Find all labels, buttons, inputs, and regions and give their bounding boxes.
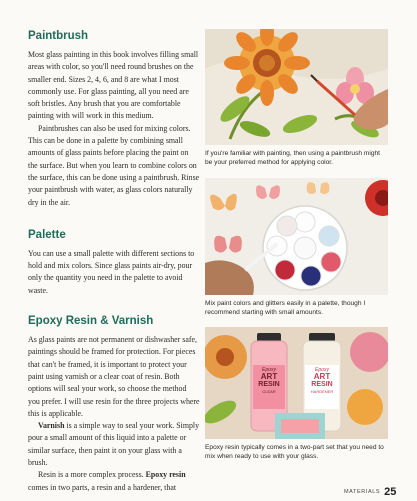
bottle-left-sub: CLEAR (262, 389, 276, 394)
heading-epoxy-resin-varnish: Epoxy Resin & Varnish (28, 315, 154, 328)
photo-epoxy-illustration (205, 327, 388, 439)
paragraph-varnish (28, 420, 200, 469)
footer-section-label: MATERIALS (344, 488, 381, 495)
resin-text-b: comes in two parts, a resin and a hardener, that (28, 482, 177, 492)
bottle-left-resin: RESIN (258, 381, 280, 388)
bottle-right-art: ART (313, 372, 331, 381)
resin-text-a: Resin is a more complex process. (38, 470, 146, 480)
bottle-label-hardener (305, 367, 339, 394)
bottle-left-brand: Epoxy (262, 367, 276, 373)
varnish-text: is a simple way to seal your work. Simply pour a small amount of this liquid into a palette or similar surface, then paint it on your glass with a brush. (28, 421, 200, 468)
photo-palette-illustration (205, 178, 388, 295)
photo-paintbrush-illustration (205, 29, 388, 145)
heading-paintbrush: Paintbrush (28, 30, 89, 42)
caption-photo-paintbrush: If you're familiar with painting, then using a paintbrush might be your preferred method for applying color. (205, 150, 380, 166)
paragraph-paintbrush-1: Most glass painting in this book involves filling small areas with color, so you'll need round brushes on the smaller end. Sizes 2, 4, 6, and 8 are what I most commonly use. For glass painting, all you need are soft bristles. Any brush that you are comfortable painting with will work in this medium. (28, 50, 199, 121)
page-number: 25 (384, 485, 397, 498)
caption-photo-palette: Mix paint colors and glitters easily in a palette, though I recommend starting with small amounts. (205, 300, 366, 316)
bottle-right-brand: Epoxy (315, 367, 329, 373)
bottle-label-clear (253, 367, 285, 394)
caption-photo-epoxy: Epoxy resin typically comes in a two-part set that you need to mix when ready to use with your glass. (205, 444, 384, 460)
photo-palette (205, 178, 388, 295)
term-epoxy-resin: Epoxy resin (145, 470, 186, 480)
photo-epoxy-resin (205, 327, 388, 439)
heading-palette: Palette (28, 228, 66, 241)
term-varnish: Varnish (38, 421, 65, 431)
text-column (28, 29, 200, 494)
paragraph-palette-1: You can use a small palette with different sections to hold and mix colors. Since glass paints air-dry, pour only the quantity you need in the palette to avoid waste. (28, 248, 195, 295)
paragraph-paintbrush-2: Paintbrushes can also be used for mixing colors. This can be done in a palette by combining small amounts of glass paints before placing the paint on the surface. But when you learn to combine colors on the surface, this can be done using a paintbrush. Rinse your paintbrush with water, as glass colors naturally dry in the air. (28, 123, 200, 207)
bottle-right-sub: HARDENER (310, 389, 334, 394)
bottle-right-resin: RESIN (311, 381, 333, 388)
bottle-left-art: ART (260, 372, 278, 381)
paragraph-epoxy-1: As glass paints are not permanent or dishwasher safe, paintings should be framed for protection. For pieces that can't be framed, it is important to protect your paint using varnish or a clear coat of resin. Both options will seal your work, so choose the method you prefer. I will use resin for the three projects where this is applicable. (28, 335, 200, 418)
photo-paintbrush (205, 29, 388, 145)
page-footer (344, 483, 396, 501)
paragraph-resin (28, 469, 200, 494)
